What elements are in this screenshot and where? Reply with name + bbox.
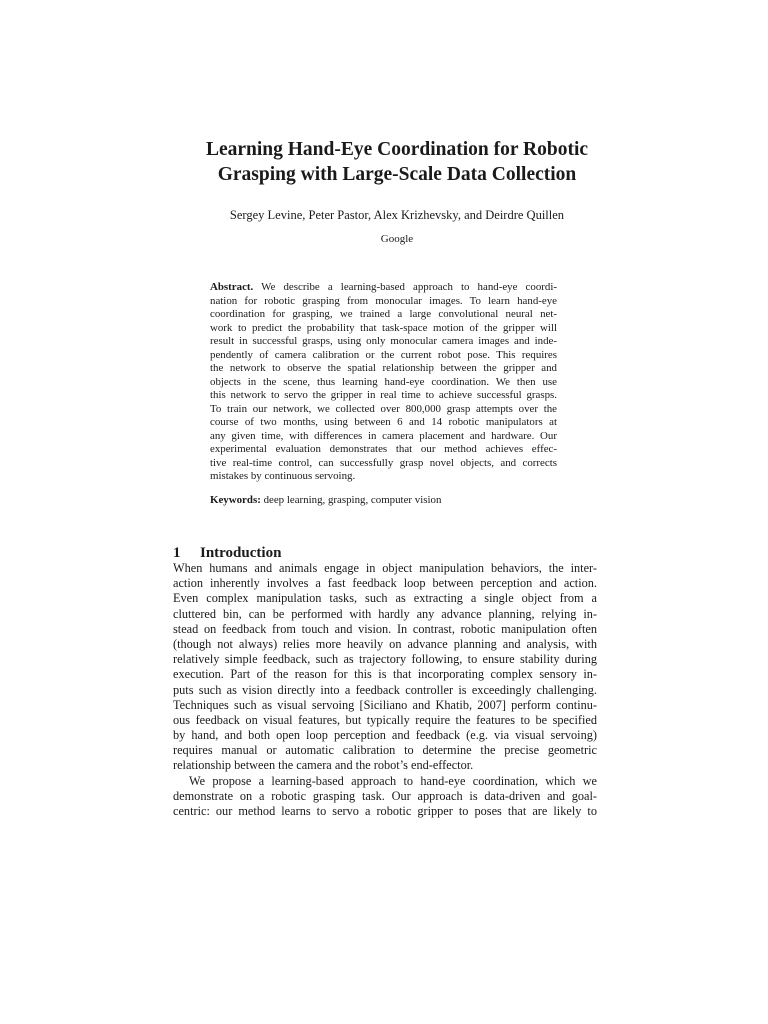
section-title: Introduction bbox=[200, 545, 282, 562]
abstract-line: To train our network, we collected over 800,000 grasp attempts over the bbox=[210, 402, 557, 415]
paragraph-line: cluttered bin, can be performed with hardly any advance planning, relying in- bbox=[173, 606, 597, 621]
paragraph-line: We propose a learning-based approach to hand-eye coordination, which we bbox=[189, 773, 597, 788]
abstract-line: the network to observe the spatial relationship between the gripper and bbox=[210, 362, 557, 374]
abstract-label: Abstract. bbox=[210, 281, 254, 293]
paragraph-line: When humans and animals engage in object manipulation behaviors, the inter- bbox=[173, 561, 597, 575]
paragraph-line: Even complex manipulation tasks, such as extracting a single object from a bbox=[173, 591, 597, 606]
title-line: Grasping with Large-Scale Data Collection bbox=[217, 164, 577, 185]
abstract-line: this network to servo the gripper in real time to achieve successful grasps. bbox=[210, 389, 557, 401]
paragraph-line: centric: our method learns to servo a robotic gripper to poses that are likely to bbox=[173, 804, 597, 818]
title-line: Learning Hand-Eye Coordination for Robotic bbox=[205, 139, 589, 160]
paragraph-line: (though not always) relies more heavily on advance planning and analysis, with bbox=[173, 636, 597, 651]
paragraph-line: stead on feedback from touch and vision. In contrast, robotic manipulation often bbox=[173, 621, 597, 636]
abstract-line: objects in the scene, thus learning hand-eye coordination. We then use bbox=[210, 375, 557, 388]
paragraph-line: relatively simple feedback, such as trajectory following, to ensure stability during bbox=[173, 652, 597, 667]
abstract bbox=[210, 281, 557, 484]
paragraph-line: puts such as vision directly into a feedback controller is exceedingly challenging. bbox=[173, 682, 597, 697]
paragraph-line: demonstrate on a robotic grasping task. Our approach is data-driven and goal- bbox=[173, 788, 597, 803]
paragraph-line: action inherently involves a fast feedback loop between perception and action. bbox=[173, 576, 597, 591]
keywords-label: Keywords: bbox=[210, 494, 261, 506]
author-list: Sergey Levine, Peter Pastor, Alex Krizhevsky, and Deirdre Quillen bbox=[229, 208, 565, 222]
abstract-line: coordination for grasping, we trained a large convolutional neural net- bbox=[210, 308, 557, 320]
abstract-text: We describe a learning-based approach to hand-eye coordi- bbox=[261, 281, 557, 293]
keywords bbox=[210, 494, 557, 508]
abstract-line: tive real-time control, can successfully grasp novel objects, and corrects bbox=[210, 456, 557, 469]
paragraph-line: relationship between the camera and the robot’s end-effector. bbox=[173, 758, 474, 773]
abstract-line: pendently of camera calibration or the current robot pose. This requires bbox=[210, 348, 557, 361]
abstract-line bbox=[210, 281, 557, 295]
abstract-line: nation for robotic grasping from monocular images. To learn hand-eye bbox=[210, 294, 557, 307]
paragraph-line: by hand, and both open loop perception and feedback (e.g. via visual servoing) bbox=[173, 728, 597, 743]
paragraph-line: execution. Part of the reason for this is that incorporating complex sensory in- bbox=[173, 667, 597, 682]
paragraph-line: ous feedback on visual features, but typically require the features to be specified bbox=[173, 712, 597, 727]
abstract-line: course of two months, using between 6 and 14 robotic manipulators at bbox=[210, 416, 557, 428]
abstract-line: mistakes by continuous servoing. bbox=[210, 470, 356, 482]
introduction-body bbox=[173, 561, 597, 819]
abstract-line: result in successful grasps, using only monocular camera images and inde- bbox=[210, 335, 557, 347]
paragraph-line: Techniques such as visual servoing [Siciliano and Khatib, 2007] perform continu- bbox=[173, 697, 597, 712]
section-number: 1 bbox=[173, 545, 181, 562]
abstract-line: experimental evaluation demonstrates that our method achieves effec- bbox=[210, 443, 557, 455]
keywords-text: deep learning, grasping, computer vision bbox=[263, 494, 442, 506]
paper-title bbox=[150, 137, 644, 187]
section-heading bbox=[173, 544, 281, 562]
abstract-line: any given time, with differences in camera placement and hardware. Our bbox=[210, 429, 557, 442]
abstract-line: work to predict the probability that task-space motion of the gripper will bbox=[210, 321, 557, 334]
paragraph-line: requires manual or automatic calibration to determine the precise geometric bbox=[173, 743, 597, 758]
affiliation: Google bbox=[380, 233, 414, 245]
